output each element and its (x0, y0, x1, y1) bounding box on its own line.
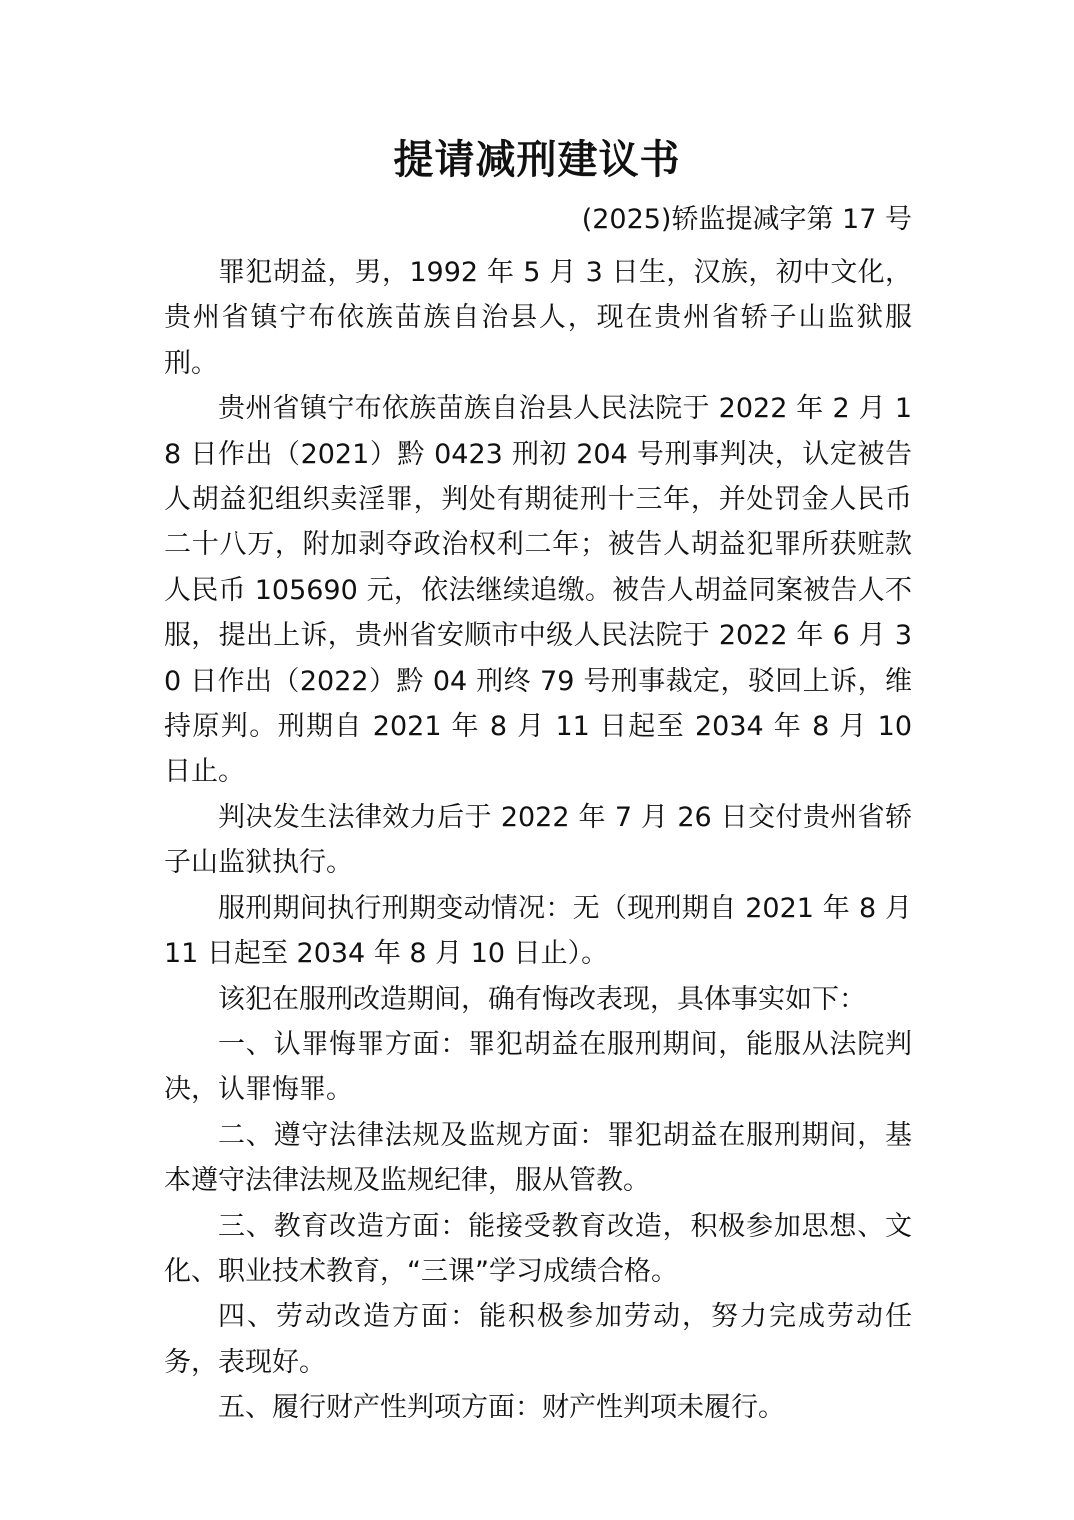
paragraph-sentence-change: 服刑期间执行刑期变动情况：无（现刑期自 2021 年 8 月 11 日起至 2034 年 8 月 10 日止）。 (164, 892, 912, 970)
paragraph-judgment: 贵州省镇宁布依族苗族自治县人民法院于 2022 年 2 月 18 日作出（2021）黔 0423 刑初 204 号刑事判决，认定被告人胡益犯组织卖淫罪，判处有期徒刑十三年，并处罚金人民币二十八万，附加剥夺政治权利二年；被告人胡益犯罪所获赃款人民币 105690 元，依法继续追缴。被告人胡益同案被告人不服，提出上诉，贵州省安顺市中级人民法院于 2022 年 6 月 30 日作出（2022）黔 04 刑终 79 号刑事裁定，驳回上诉，维持原判。刑期自 2021 年 8 月 11 日起至 2034 年 8 月 10 日止。 (164, 393, 912, 788)
paragraph-item-3: 三、教育改造方面：能接受教育改造，积极参加思想、文化、职业技术教育，“三课”学习成绩合格。 (164, 1210, 912, 1287)
paragraph-execution: 判决发生法律效力后于 2022 年 7 月 26 日交付贵州省轿子山监狱执行。 (164, 801, 912, 879)
paragraph-criminal-info: 罪犯胡益，男，1992 年 5 月 3 日生，汉族，初中文化，贵州省镇宁布依族苗族自治县人，现在贵州省轿子山监狱服刑。 (164, 257, 912, 379)
paragraph-item-1: 一、认罪悔罪方面：罪犯胡益在服刑期间，能服从法院判决，认罪悔罪。 (164, 1028, 912, 1106)
paragraph-item-5: 五、履行财产性判项方面：财产性判项未履行。 (218, 1392, 785, 1424)
document-title: 提请减刑建议书 (393, 136, 681, 183)
document-number: (2025)轿监提减字第 17 号 (581, 204, 912, 235)
paragraph-item-2: 二、遵守法律法规及监规方面：罪犯胡益在服刑期间，基本遵守法律法规及监规纪律，服从管教。 (164, 1119, 912, 1197)
document-body (164, 250, 912, 1431)
paragraph-item-4: 四、劳动改造方面：能积极参加劳动，努力完成劳动任务，表现好。 (164, 1301, 912, 1378)
paragraph-repentance-intro: 该犯在服刑改造期间，确有悔改表现，具体事实如下： (218, 983, 866, 1015)
